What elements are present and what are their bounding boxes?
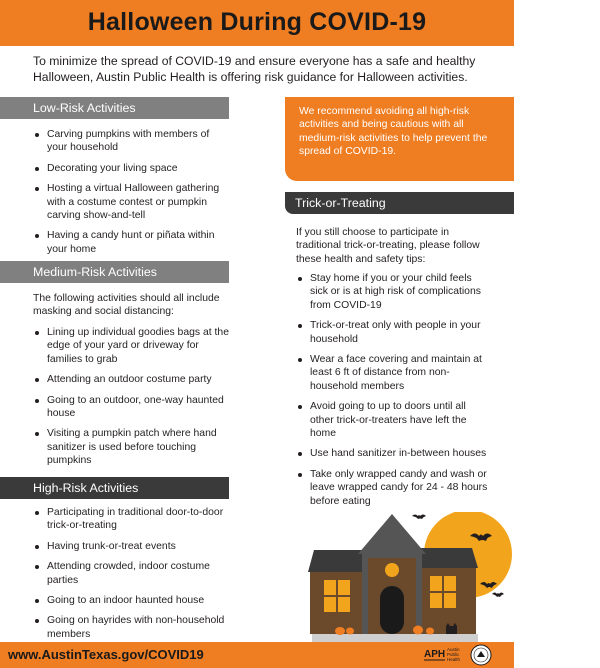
list-item: Stay home if you or your child feels sick or is at high risk of complications from COVID-19 bbox=[296, 272, 492, 312]
list-item: Use hand sanitizer in-between houses bbox=[296, 447, 492, 460]
pumpkin-icon bbox=[335, 627, 345, 635]
haunted-house-illustration bbox=[300, 512, 514, 642]
medium-risk-list bbox=[33, 326, 233, 475]
footer-banner bbox=[0, 642, 514, 668]
list-item: Attending crowded, indoor costume parties bbox=[33, 560, 233, 587]
svg-text:APH: APH bbox=[424, 649, 446, 660]
svg-text:Health: Health bbox=[447, 657, 461, 662]
svg-text:Public: Public bbox=[447, 652, 460, 657]
list-item: Take only wrapped candy and wash or leave wrapped candy for 24 - 48 hours before eating bbox=[296, 468, 492, 508]
list-item: Wear a face covering and maintain at least 6 ft of distance from non-household members bbox=[296, 353, 492, 393]
trick-or-treating-intro: If you still choose to participate in traditional trick-or-treating, please follow these health and safety tips: bbox=[296, 227, 480, 265]
list-item: Carving pumpkins with members of your household bbox=[33, 128, 223, 155]
high-risk-list bbox=[33, 506, 233, 648]
list-item: Trick-or-treat only with people in your household bbox=[296, 319, 492, 346]
pumpkin-icon bbox=[346, 628, 354, 635]
bat-icon bbox=[412, 515, 426, 520]
medium-risk-heading: Medium-Risk Activities bbox=[0, 261, 229, 283]
low-risk-heading: Low-Risk Activities bbox=[0, 97, 229, 119]
medium-risk-intro: The following activities should all include masking and social distancing: bbox=[33, 293, 220, 318]
recommendation-callout: We recommend avoiding all high-risk activities and being cautious with all medium-risk activities to help prevent the spread of COVID-19. bbox=[285, 97, 514, 181]
high-risk-heading: High-Risk Activities bbox=[0, 477, 229, 499]
low-risk-list bbox=[33, 128, 223, 263]
list-item: Going to an indoor haunted house bbox=[33, 594, 233, 607]
trick-or-treating-heading: Trick-or-Treating bbox=[285, 192, 514, 214]
list-item: Having a candy hunt or piñata within your home bbox=[33, 229, 223, 256]
footer-url-link[interactable]: www.AustinTexas.gov/COVID19 bbox=[8, 647, 204, 662]
list-item: Having trunk-or-treat events bbox=[33, 540, 233, 553]
aph-logo bbox=[424, 645, 462, 665]
svg-text:Austin: Austin bbox=[447, 647, 460, 652]
list-item: Decorating your living space bbox=[33, 162, 223, 175]
list-item: Attending an outdoor costume party bbox=[33, 373, 233, 386]
list-item: Participating in traditional door-to-door trick-or-treating bbox=[33, 506, 233, 533]
list-item: Hosting a virtual Halloween gathering with a costume contest or pumpkin carving show-and-tell bbox=[33, 182, 223, 222]
list-item: Lining up individual goodies bags at the edge of your yard or driveway for families to grab bbox=[33, 326, 233, 366]
pumpkin-icon bbox=[413, 626, 423, 635]
list-item: Avoid going to up to doors until all other trick-or-treaters have left the home bbox=[296, 400, 492, 440]
page-title: Halloween During COVID-19 bbox=[87, 8, 427, 36]
bat-icon bbox=[492, 593, 504, 598]
trick-or-treating-list bbox=[296, 272, 492, 515]
list-item: Going on hayrides with non-household members bbox=[33, 614, 233, 641]
pumpkin-icon bbox=[426, 628, 434, 635]
city-seal-icon bbox=[470, 644, 492, 666]
list-item: Going to an outdoor, one-way haunted house bbox=[33, 394, 233, 421]
list-item: Visiting a pumpkin patch where hand sanitizer is used before touching pumpkins bbox=[33, 427, 233, 467]
intro-text: To minimize the spread of COVID-19 and ensure everyone has a safe and healthy Halloween, Austin Public Health is offering risk guidance for Halloween activities. bbox=[33, 54, 476, 84]
header-banner bbox=[0, 0, 514, 46]
